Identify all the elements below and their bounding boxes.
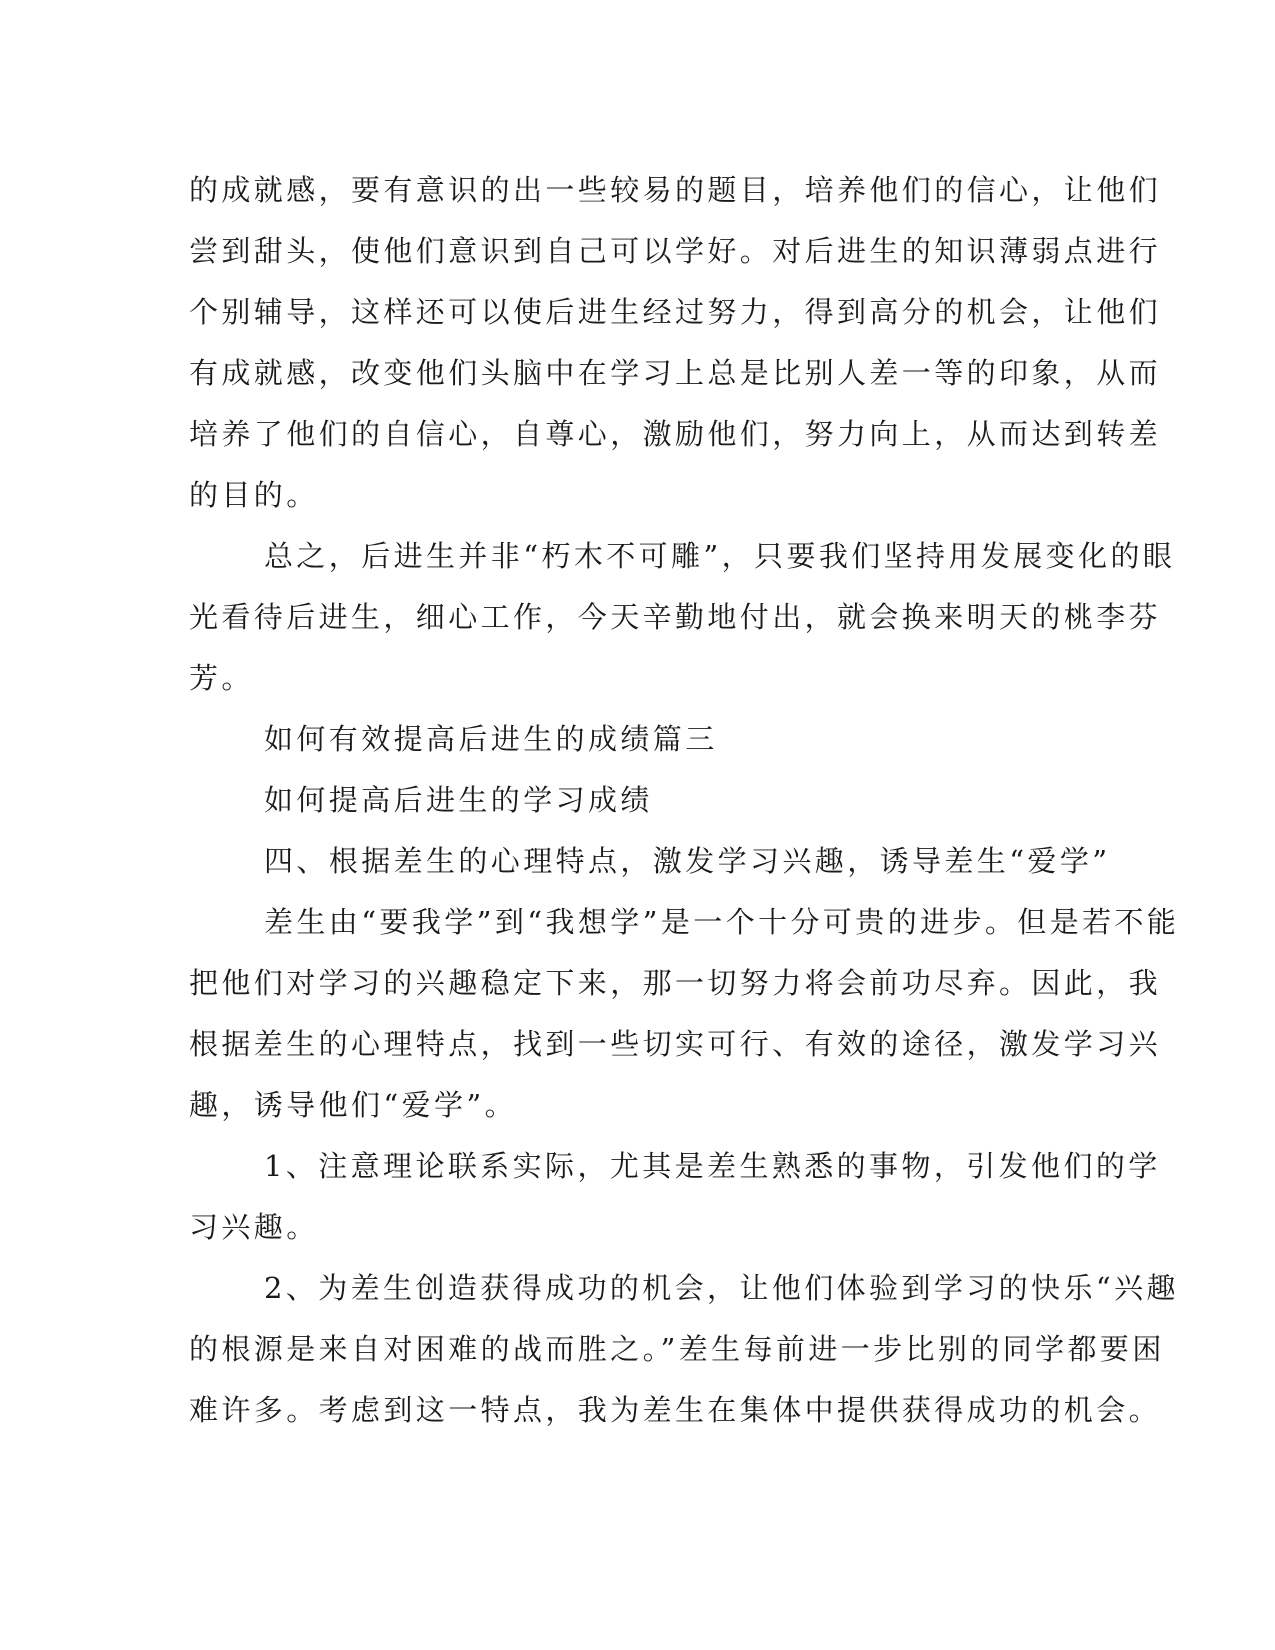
- text-line: 难许多。考虑到这一特点，我为差生在集体中提供获得成功的机会。: [189, 1393, 1162, 1427]
- text-line: 2、为差生创造获得成功的机会，让他们体验到学习的快乐“兴趣: [264, 1271, 1179, 1305]
- text-line: 差生由“要我学”到“我想学”是一个十分可贵的进步。但是若不能: [264, 905, 1180, 939]
- text-line: 总之，后进生并非“朽木不可雕”，只要我们坚持用发展变化的眼: [264, 539, 1176, 573]
- text-line: 芳。: [189, 661, 254, 695]
- list-item-2: [189, 1258, 1179, 1441]
- list-item-1: [189, 1136, 1161, 1258]
- heading-line: 如何有效提高后进生的成绩篇三: [264, 722, 718, 756]
- paragraph-1: [189, 160, 1162, 526]
- subheading-line: 四、根据差生的心理特点，激发学习兴趣，诱导差生“爱学”: [264, 844, 1111, 878]
- text-line: 根据差生的心理特点，找到一些切实可行、有效的途径，激发学习兴: [189, 1027, 1162, 1061]
- text-line: 培养了他们的自信心，自尊心，激励他们，努力向上，从而达到转差: [189, 417, 1162, 451]
- subheading: [189, 831, 1111, 892]
- document-body: [189, 160, 1180, 1441]
- text-line: 个别辅导，这样还可以使后进生经过努力，得到高分的机会，让他们: [189, 295, 1162, 329]
- text-line: 趣，诱导他们“爱学”。: [189, 1088, 518, 1122]
- article-title: [189, 770, 1079, 831]
- text-line: 把他们对学习的兴趣稳定下来，那一切努力将会前功尽弃。因此，我: [189, 966, 1162, 1000]
- text-line: 尝到甜头，使他们意识到自己可以学好。对后进生的知识薄弱点进行: [189, 234, 1162, 268]
- text-line: 光看待后进生，细心工作，今天辛勤地付出，就会换来明天的桃李芬: [189, 600, 1162, 634]
- title-line: 如何提高后进生的学习成绩: [264, 783, 653, 817]
- section-heading: [189, 709, 1079, 770]
- text-line: 的根源是来自对困难的战而胜之。”差生每前进一步比别的同学都要困: [189, 1332, 1165, 1366]
- paragraph-3: [189, 892, 1180, 1136]
- text-line: 有成就感，改变他们头脑中在学习上总是比别人差一等的印象，从而: [189, 356, 1162, 390]
- text-line: 的目的。: [189, 478, 319, 512]
- text-line: 1、注意理论联系实际，尤其是差生熟悉的事物，引发他们的学: [264, 1149, 1161, 1183]
- text-line: 的成就感，要有意识的出一些较易的题目，培养他们的信心，让他们: [189, 173, 1162, 207]
- text-line: 习兴趣。: [189, 1210, 319, 1244]
- paragraph-2: [189, 526, 1176, 709]
